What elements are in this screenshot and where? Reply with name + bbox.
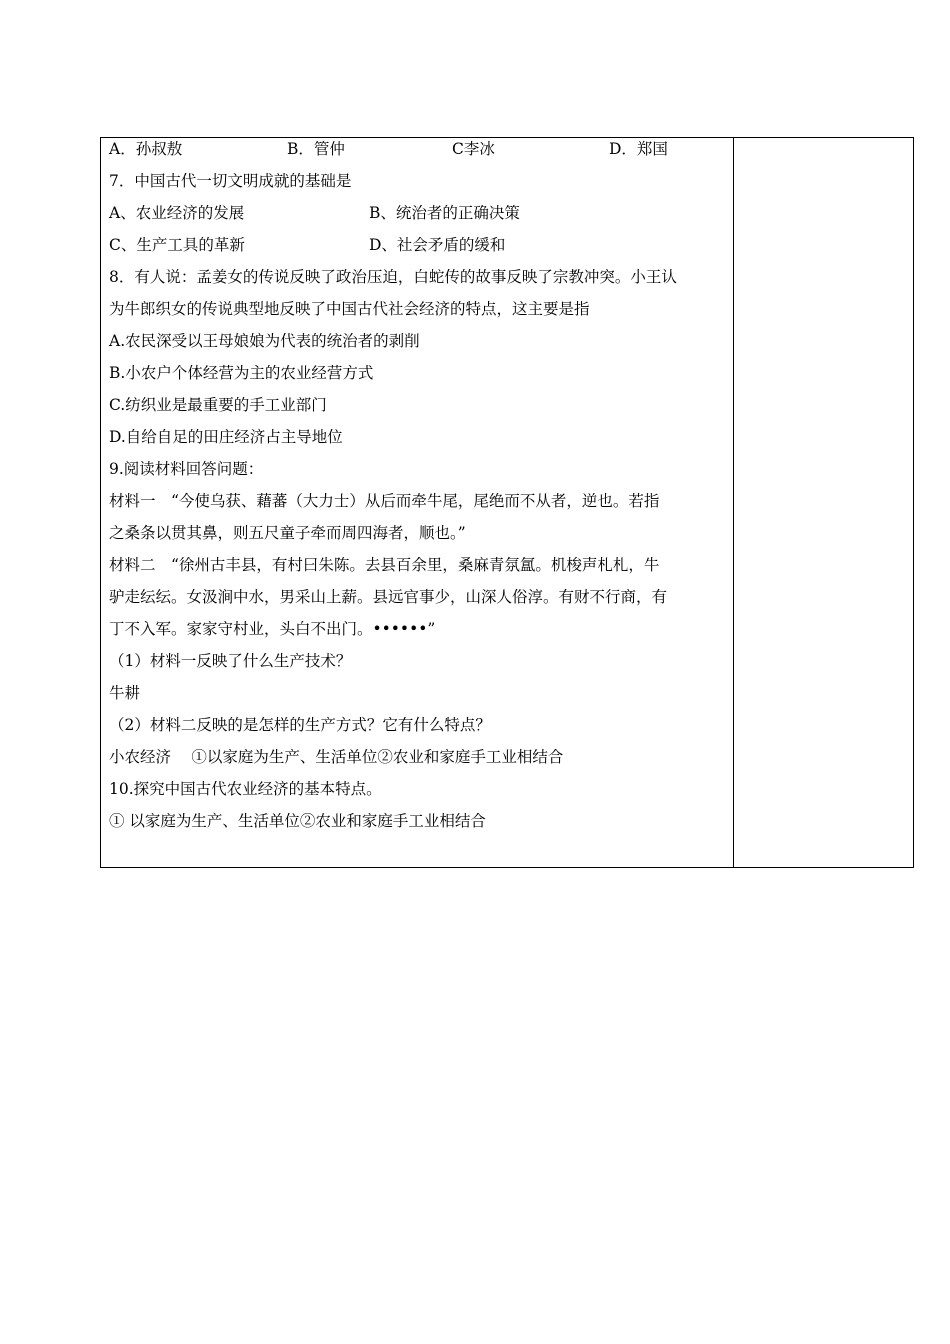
q6-option-b: B．管仲 <box>287 140 345 158</box>
q7-option-d: D、社会矛盾的缓和 <box>369 236 506 254</box>
q9-stem: 9.阅读材料回答问题： <box>109 460 264 478</box>
q6-option-a: A．孙叔敖 <box>109 140 183 158</box>
q9-sub1-question: （1）材料一反映了什么生产技术？ <box>109 652 352 670</box>
q7-stem: 7．中国古代一切文明成就的基础是 <box>109 172 352 190</box>
q8-option-d: D.自给自足的田庄经济占主导地位 <box>109 428 343 446</box>
notes-column <box>734 138 914 867</box>
q9-sub2-answer: 小农经济 ①以家庭为生产、生活单位②农业和家庭手工业相结合 <box>109 748 564 766</box>
q10-stem: 10.探究中国古代农业经济的基本特点。 <box>109 780 382 798</box>
q7-option-a: A、农业经济的发展 <box>109 204 245 222</box>
q8-option-a: A.农民深受以王母娘娘为代表的统治者的剥削 <box>109 332 420 350</box>
q6-option-c: C李冰 <box>452 140 495 158</box>
q10-answer: ① 以家庭为生产、生活单位②农业和家庭手工业相结合 <box>109 812 486 830</box>
q7-option-c: C、生产工具的革新 <box>109 236 245 254</box>
q9-material-2-line-1: 材料二 “徐州古丰县，有村曰朱陈。去县百余里，桑麻青氛氲。机梭声札札，牛 <box>109 556 660 574</box>
q8-option-c: C.纺织业是最重要的手工业部门 <box>109 396 327 414</box>
q8-option-b: B.小农户个体经营为主的农业经营方式 <box>109 364 374 382</box>
q9-sub2-question: （2）材料二反映的是怎样的生产方式？它有什么特点？ <box>109 716 491 734</box>
q8-stem-line-1: 8．有人说：孟姜女的传说反映了政治压迫，白蛇传的故事反映了宗教冲突。小王认 <box>109 268 677 286</box>
q6-option-d: D．郑国 <box>609 140 668 158</box>
q9-material-1-line-1: 材料一 “今使乌获、藉蕃（大力士）从后而牵牛尾，尾绝而不从者，逆也。若指 <box>109 492 660 510</box>
worksheet-table <box>100 137 914 868</box>
q9-material-2-line-2: 驴走纭纭。女汲涧中水，男采山上薪。县远官事少，山深人俗淳。有财不行商，有 <box>109 588 668 606</box>
q7-option-b: B、统治者的正确决策 <box>369 204 520 222</box>
q8-stem-line-2: 为牛郎织女的传说典型地反映了中国古代社会经济的特点，这主要是指 <box>109 300 590 318</box>
q9-material-1-line-2: 之桑条以贯其鼻，则五尺童子牵而周四海者，顺也。” <box>109 524 466 542</box>
q9-material-2-line-3: 丁不入军。家家守村业，头白不出门。••••••” <box>109 620 436 638</box>
q9-sub1-answer: 牛耕 <box>109 684 141 702</box>
